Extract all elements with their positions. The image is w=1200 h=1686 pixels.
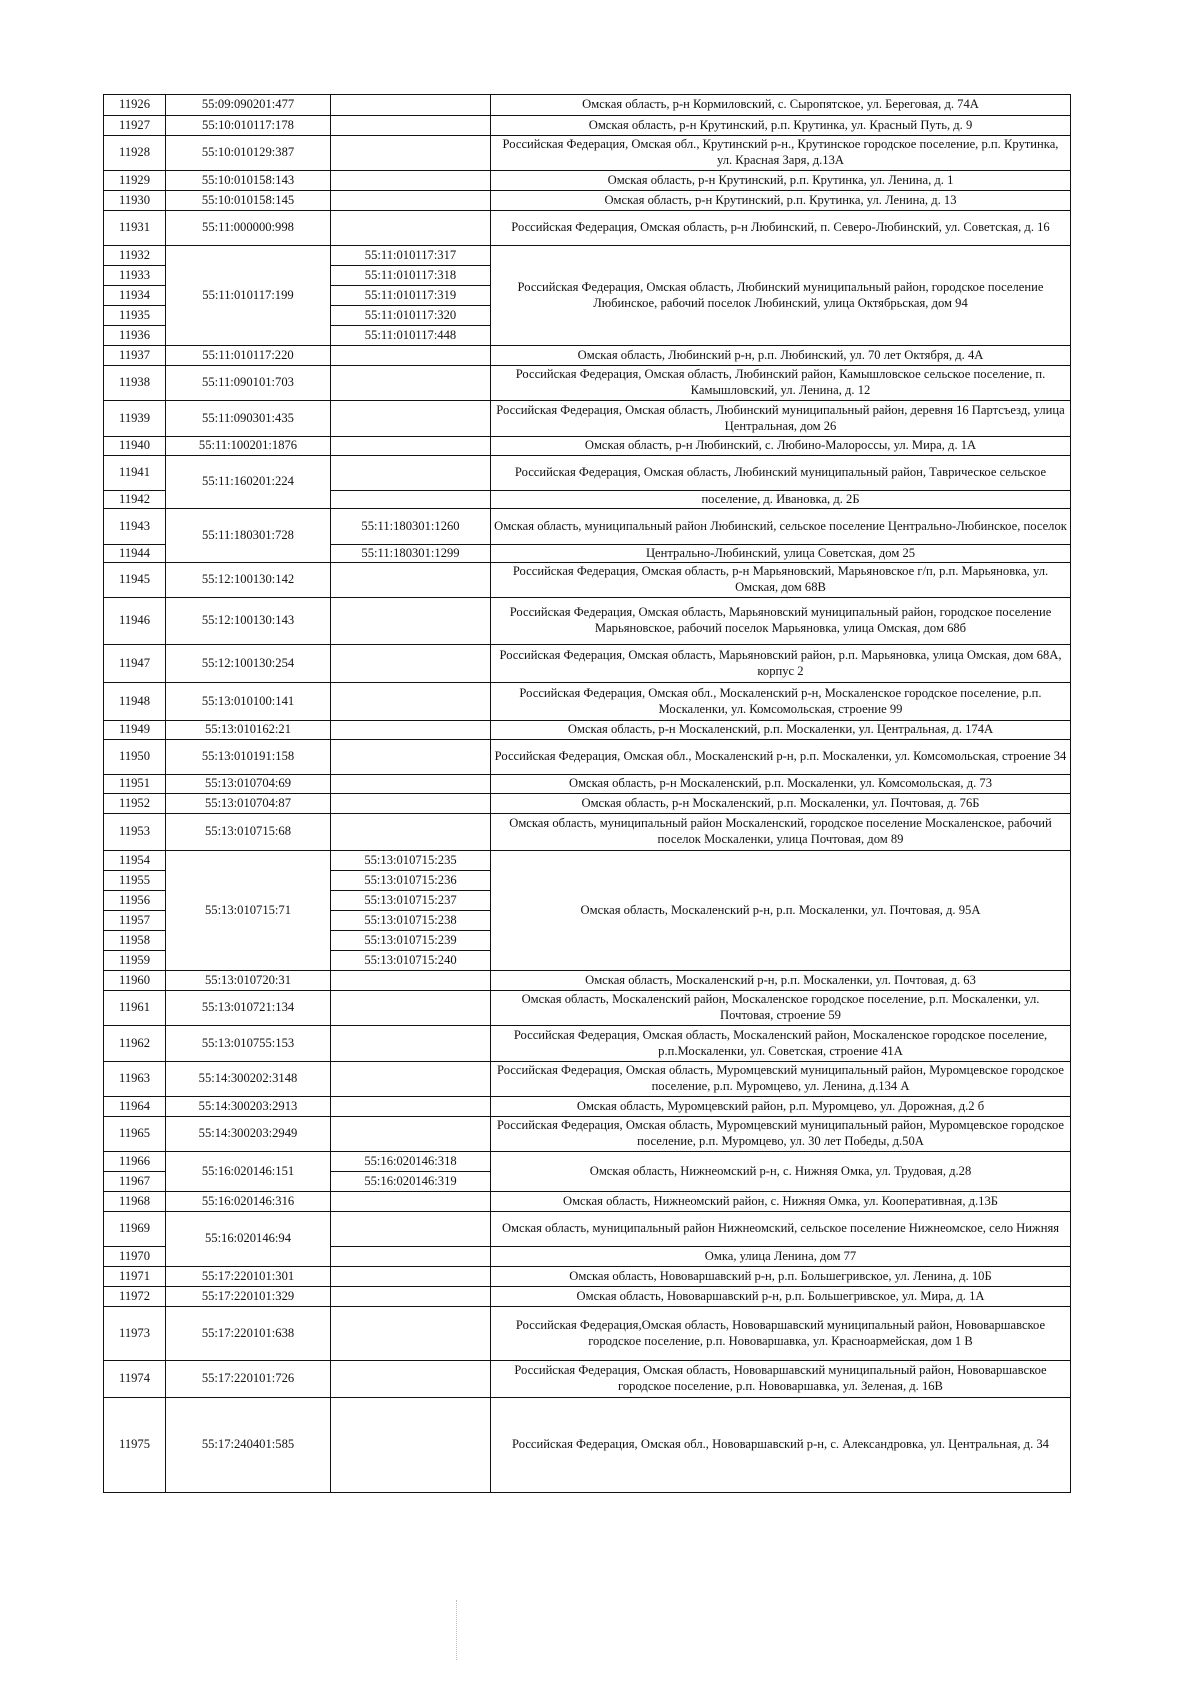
sub-cadastral-number-cell: 55:16:020146:318	[331, 1152, 491, 1172]
sub-cadastral-number-cell: 55:16:020146:319	[331, 1172, 491, 1192]
row-number-cell: 11952	[104, 794, 166, 814]
address-cell: Российская Федерация, Омская область, р-н Любинский, п. Северо-Любинский, ул. Советская, д. 16	[491, 211, 1071, 246]
table-row	[104, 683, 1071, 721]
cadastral-number-cell: 55:16:020146:94	[166, 1212, 331, 1267]
row-number-cell: 11975	[104, 1398, 166, 1493]
row-number-cell: 11943	[104, 509, 166, 545]
cadastral-number-cell: 55:12:100130:143	[166, 598, 331, 645]
table-row	[104, 246, 1071, 266]
table-row	[104, 1287, 1071, 1307]
address-cell: Российская Федерация, Омская обл., Москаленский р-н, р.п. Москаленки, ул. Комсомольская, строение 34	[491, 740, 1071, 775]
row-number-cell: 11972	[104, 1287, 166, 1307]
sub-cadastral-number-cell: 55:11:180301:1299	[331, 545, 491, 563]
row-number-cell: 11960	[104, 971, 166, 991]
row-number-cell: 11958	[104, 931, 166, 951]
sub-cadastral-number-cell	[331, 491, 491, 509]
address-cell: Омская область, р-н Москаленский, р.п. Москаленки, ул. Центральная, д. 174А	[491, 721, 1071, 740]
cadastral-number-cell: 55:13:010162:21	[166, 721, 331, 740]
cadastral-number-cell: 55:10:010129:387	[166, 136, 331, 171]
table-row	[104, 1062, 1071, 1097]
address-cell: Центрально-Любинский, улица Советская, дом 25	[491, 545, 1071, 563]
row-number-cell: 11974	[104, 1361, 166, 1398]
sub-cadastral-number-cell	[331, 1247, 491, 1267]
cadastral-number-cell: 55:11:100201:1876	[166, 437, 331, 456]
row-number-cell: 11926	[104, 95, 166, 116]
cadastral-number-cell: 55:13:010704:69	[166, 775, 331, 794]
row-number-cell: 11944	[104, 545, 166, 563]
cadastral-number-cell: 55:17:220101:301	[166, 1267, 331, 1287]
row-number-cell: 11947	[104, 645, 166, 683]
cadastral-number-cell: 55:11:090301:435	[166, 401, 331, 437]
cadastral-number-cell: 55:12:100130:254	[166, 645, 331, 683]
table-row	[104, 366, 1071, 401]
cadastral-number-cell: 55:11:010117:199	[166, 246, 331, 346]
row-number-cell: 11955	[104, 871, 166, 891]
table-row	[104, 509, 1071, 545]
row-number-cell: 11935	[104, 306, 166, 326]
cadastral-number-cell: 55:14:300203:2913	[166, 1097, 331, 1117]
row-number-cell: 11953	[104, 814, 166, 851]
sub-cadastral-number-cell: 55:11:010117:448	[331, 326, 491, 346]
sub-cadastral-number-cell	[331, 1212, 491, 1247]
address-cell: Российская Федерация, Омская область, р-н Марьяновский, Марьяновское г/п, р.п. Марьяновка, ул. Омская, дом 68В	[491, 563, 1071, 598]
sub-cadastral-number-cell	[331, 794, 491, 814]
table-row	[104, 95, 1071, 116]
table-row	[104, 794, 1071, 814]
table-row	[104, 775, 1071, 794]
table-row	[104, 1152, 1071, 1172]
address-cell: Омская область, р-н Москаленский, р.п. Москаленки, ул. Почтовая, д. 76Б	[491, 794, 1071, 814]
sub-cadastral-number-cell	[331, 1026, 491, 1062]
table-row	[104, 991, 1071, 1026]
row-number-cell: 11967	[104, 1172, 166, 1192]
table-row	[104, 814, 1071, 851]
cadastral-number-cell: 55:11:180301:728	[166, 509, 331, 563]
sub-cadastral-number-cell: 55:11:010117:319	[331, 286, 491, 306]
row-number-cell: 11949	[104, 721, 166, 740]
sub-cadastral-number-cell	[331, 437, 491, 456]
row-number-cell: 11946	[104, 598, 166, 645]
address-cell: Омская область, муниципальный район Нижнеомский, сельское поселение Нижнеомское, село Нижняя	[491, 1212, 1071, 1247]
table-row	[104, 645, 1071, 683]
address-cell: Российская Федерация, Омская область, Нововаршавский муниципальный район, Нововаршавское городское поселение, р.п. Нововаршавка, ул. Зеленая, д. 16В	[491, 1361, 1071, 1398]
sub-cadastral-number-cell: 55:13:010715:237	[331, 891, 491, 911]
table-row	[104, 191, 1071, 211]
sub-cadastral-number-cell	[331, 456, 491, 491]
address-cell: Российская Федерация, Омская обл., Москаленский р-н, Москаленское городское поселение, р.п. Москаленки, ул. Комсомольская, строение 99	[491, 683, 1071, 721]
cadastral-number-cell: 55:17:220101:638	[166, 1307, 331, 1361]
cadastral-number-cell: 55:11:090101:703	[166, 366, 331, 401]
table-body	[104, 95, 1071, 1493]
cadastral-number-cell: 55:16:020146:316	[166, 1192, 331, 1212]
address-cell: Омская область, Москаленский район, Москаленское городское поселение, р.п. Москаленки, ул. Почтовая, строение 59	[491, 991, 1071, 1026]
cadastral-number-cell: 55:13:010715:71	[166, 851, 331, 971]
row-number-cell: 11934	[104, 286, 166, 306]
row-number-cell: 11956	[104, 891, 166, 911]
row-number-cell: 11950	[104, 740, 166, 775]
sub-cadastral-number-cell: 55:11:180301:1260	[331, 509, 491, 545]
address-cell: Омская область, р-н Крутинский, р.п. Крутинка, ул. Ленина, д. 1	[491, 171, 1071, 191]
sub-cadastral-number-cell: 55:11:010117:318	[331, 266, 491, 286]
sub-cadastral-number-cell	[331, 191, 491, 211]
table-row	[104, 1307, 1071, 1361]
cadastral-number-cell: 55:17:240401:585	[166, 1398, 331, 1493]
table-row	[104, 401, 1071, 437]
sub-cadastral-number-cell	[331, 645, 491, 683]
cadastral-number-cell: 55:10:010158:145	[166, 191, 331, 211]
table-row	[104, 211, 1071, 246]
address-cell: Омская область, р-н Москаленский, р.п. Москаленки, ул. Комсомольская, д. 73	[491, 775, 1071, 794]
table-row	[104, 171, 1071, 191]
sub-cadastral-number-cell	[331, 1307, 491, 1361]
scan-artifact	[456, 1600, 471, 1660]
table-row	[104, 1097, 1071, 1117]
row-number-cell: 11939	[104, 401, 166, 437]
address-cell: Российская Федерация, Омская область, Любинский муниципальный район, городское поселение Любинское, рабочий поселок Любинский, улица Октябрьская, дом 94	[491, 246, 1071, 346]
cadastral-number-cell: 55:11:010117:220	[166, 346, 331, 366]
sub-cadastral-number-cell	[331, 563, 491, 598]
sub-cadastral-number-cell	[331, 971, 491, 991]
cadastral-number-cell: 55:12:100130:142	[166, 563, 331, 598]
sub-cadastral-number-cell	[331, 1097, 491, 1117]
row-number-cell: 11940	[104, 437, 166, 456]
row-number-cell: 11930	[104, 191, 166, 211]
address-cell: Российская Федерация, Омская область, Любинский муниципальный район, Таврическое сельское	[491, 456, 1071, 491]
sub-cadastral-number-cell	[331, 366, 491, 401]
row-number-cell: 11929	[104, 171, 166, 191]
table-row	[104, 1398, 1071, 1493]
row-number-cell: 11932	[104, 246, 166, 266]
address-cell: Омская область, р-н Любинский, с. Любино-Малороссы, ул. Мира, д. 1А	[491, 437, 1071, 456]
row-number-cell: 11963	[104, 1062, 166, 1097]
address-cell: Омская область, Нововаршавский р-н, р.п. Большегривское, ул. Ленина, д. 10Б	[491, 1267, 1071, 1287]
address-cell: Российская Федерация, Омская область, Москаленский район, Москаленское городское поселение, р.п.Москаленки, ул. Советская, строение 41А	[491, 1026, 1071, 1062]
sub-cadastral-number-cell	[331, 1192, 491, 1212]
sub-cadastral-number-cell: 55:13:010715:239	[331, 931, 491, 951]
row-number-cell: 11964	[104, 1097, 166, 1117]
sub-cadastral-number-cell	[331, 1398, 491, 1493]
address-cell: Российская Федерация, Омская область, Муромцевский муниципальный район, Муромцевское городское поселение, р.п. Муромцево, ул. Ленина, д.134 А	[491, 1062, 1071, 1097]
table-row	[104, 563, 1071, 598]
row-number-cell: 11954	[104, 851, 166, 871]
cadastral-number-cell: 55:10:010158:143	[166, 171, 331, 191]
sub-cadastral-number-cell	[331, 171, 491, 191]
row-number-cell: 11937	[104, 346, 166, 366]
row-number-cell: 11966	[104, 1152, 166, 1172]
row-number-cell: 11973	[104, 1307, 166, 1361]
cadastral-number-cell: 55:13:010100:141	[166, 683, 331, 721]
row-number-cell: 11962	[104, 1026, 166, 1062]
address-cell: Омская область, р-н Крутинский, р.п. Крутинка, ул. Ленина, д. 13	[491, 191, 1071, 211]
table-row	[104, 851, 1071, 871]
cadastral-number-cell: 55:11:000000:998	[166, 211, 331, 246]
cadastral-number-cell: 55:10:010117:178	[166, 116, 331, 136]
sub-cadastral-number-cell	[331, 775, 491, 794]
cadastral-number-cell: 55:13:010191:158	[166, 740, 331, 775]
cadastral-number-cell: 55:11:160201:224	[166, 456, 331, 509]
sub-cadastral-number-cell	[331, 598, 491, 645]
row-number-cell: 11942	[104, 491, 166, 509]
sub-cadastral-number-cell	[331, 116, 491, 136]
table-row	[104, 721, 1071, 740]
sub-cadastral-number-cell	[331, 211, 491, 246]
address-cell: Омская область, Москаленский р-н, р.п. Москаленки, ул. Почтовая, д. 95А	[491, 851, 1071, 971]
address-cell: Российская Федерация, Омская обл., Крутинский р-н., Крутинское городское поселение, р.п. Крутинка, ул. Красная Заря, д.13А	[491, 136, 1071, 171]
address-cell: Российская Федерация, Омская область, Любинский муниципальный район, деревня 16 Партсъезд, улица Центральная, дом 26	[491, 401, 1071, 437]
address-cell: Российская Федерация, Омская область, Марьяновский район, р.п. Марьяновка, улица Омская, дом 68А, корпус 2	[491, 645, 1071, 683]
table-row	[104, 1192, 1071, 1212]
cadastral-number-cell: 55:13:010704:87	[166, 794, 331, 814]
cadastral-number-cell: 55:17:220101:726	[166, 1361, 331, 1398]
table-row	[104, 456, 1071, 491]
cadastral-number-cell: 55:14:300203:2949	[166, 1117, 331, 1152]
row-number-cell: 11959	[104, 951, 166, 971]
address-cell: Омская область, Нижнеомский район, с. Нижняя Омка, ул. Кооперативная, д.13Б	[491, 1192, 1071, 1212]
sub-cadastral-number-cell: 55:13:010715:238	[331, 911, 491, 931]
sub-cadastral-number-cell: 55:13:010715:235	[331, 851, 491, 871]
row-number-cell: 11957	[104, 911, 166, 931]
address-cell: Омская область, Москаленский р-н, р.п. Москаленки, ул. Почтовая, д. 63	[491, 971, 1071, 991]
sub-cadastral-number-cell: 55:13:010715:240	[331, 951, 491, 971]
row-number-cell: 11931	[104, 211, 166, 246]
table-row	[104, 1361, 1071, 1398]
cadastral-number-cell: 55:13:010721:134	[166, 991, 331, 1026]
cadastral-number-cell: 55:14:300202:3148	[166, 1062, 331, 1097]
cadastral-number-cell: 55:16:020146:151	[166, 1152, 331, 1192]
address-cell: Омская область, р-н Кормиловский, с. Сыропятское, ул. Береговая, д. 74А	[491, 95, 1071, 116]
row-number-cell: 11970	[104, 1247, 166, 1267]
row-number-cell: 11941	[104, 456, 166, 491]
sub-cadastral-number-cell	[331, 1287, 491, 1307]
address-cell: Российская Федерация, Омская область, Марьяновский муниципальный район, городское поселение Марьяновское, рабочий поселок Марьяновка, улица Омская, дом 68б	[491, 598, 1071, 645]
table-row	[104, 116, 1071, 136]
row-number-cell: 11945	[104, 563, 166, 598]
cadastral-number-cell: 55:09:090201:477	[166, 95, 331, 116]
row-number-cell: 11951	[104, 775, 166, 794]
sub-cadastral-number-cell: 55:13:010715:236	[331, 871, 491, 891]
table-row	[104, 740, 1071, 775]
table-row	[104, 1267, 1071, 1287]
address-cell: Омская область, Любинский р-н, р.п. Любинский, ул. 70 лет Октября, д. 4А	[491, 346, 1071, 366]
row-number-cell: 11948	[104, 683, 166, 721]
address-cell: Омская область, Муромцевский район, р.п. Муромцево, ул. Дорожная, д.2 б	[491, 1097, 1071, 1117]
cadastral-number-cell: 55:13:010715:68	[166, 814, 331, 851]
address-cell: Омская область, р-н Крутинский, р.п. Крутинка, ул. Красный Путь, д. 9	[491, 116, 1071, 136]
sub-cadastral-number-cell	[331, 1361, 491, 1398]
sub-cadastral-number-cell	[331, 1117, 491, 1152]
row-number-cell: 11936	[104, 326, 166, 346]
cadastral-number-cell: 55:13:010755:153	[166, 1026, 331, 1062]
address-cell: Омская область, Нижнеомский р-н, с. Нижняя Омка, ул. Трудовая, д.28	[491, 1152, 1071, 1192]
address-cell: Омская область, муниципальный район Любинский, сельское поселение Центрально-Любинское, поселок	[491, 509, 1071, 545]
address-cell: Российская Федерация,Омская область, Нововаршавский муниципальный район, Нововаршавское городское поселение, р.п. Нововаршавка, ул. Красноармейская, дом 1 В	[491, 1307, 1071, 1361]
table-row	[104, 136, 1071, 171]
row-number-cell: 11938	[104, 366, 166, 401]
sub-cadastral-number-cell	[331, 740, 491, 775]
table-row	[104, 598, 1071, 645]
cadastral-number-cell: 55:17:220101:329	[166, 1287, 331, 1307]
sub-cadastral-number-cell	[331, 1267, 491, 1287]
row-number-cell: 11971	[104, 1267, 166, 1287]
table-row	[104, 1026, 1071, 1062]
sub-cadastral-number-cell	[331, 991, 491, 1026]
address-cell: Российская Федерация, Омская область, Муромцевский муниципальный район, Муромцевское городское поселение, р.п. Муромцево, ул. 30 лет Победы, д.50А	[491, 1117, 1071, 1152]
address-cell: Омская область, муниципальный район Москаленский, городское поселение Москаленское, рабочий поселок Москаленки, улица Почтовая, дом 89	[491, 814, 1071, 851]
row-number-cell: 11969	[104, 1212, 166, 1247]
sub-cadastral-number-cell: 55:11:010117:320	[331, 306, 491, 326]
sub-cadastral-number-cell	[331, 346, 491, 366]
table-row	[104, 971, 1071, 991]
row-number-cell: 11965	[104, 1117, 166, 1152]
sub-cadastral-number-cell: 55:11:010117:317	[331, 246, 491, 266]
address-cell: поселение, д. Ивановка, д. 2Б	[491, 491, 1071, 509]
address-cell: Российская Федерация, Омская область, Любинский район, Камышловское сельское поселение, п. Камышловский, ул. Ленина, д. 12	[491, 366, 1071, 401]
row-number-cell: 11928	[104, 136, 166, 171]
row-number-cell: 11968	[104, 1192, 166, 1212]
row-number-cell: 11933	[104, 266, 166, 286]
sub-cadastral-number-cell	[331, 1062, 491, 1097]
sub-cadastral-number-cell	[331, 721, 491, 740]
property-register-table	[103, 94, 1071, 1493]
address-cell: Омская область, Нововаршавский р-н, р.п. Большегривское, ул. Мира, д. 1А	[491, 1287, 1071, 1307]
cadastral-number-cell: 55:13:010720:31	[166, 971, 331, 991]
table-row	[104, 1212, 1071, 1247]
table-row	[104, 346, 1071, 366]
address-cell: Российская Федерация, Омская обл., Нововаршавский р-н, с. Александровка, ул. Центральная, д. 34	[491, 1398, 1071, 1493]
sub-cadastral-number-cell	[331, 683, 491, 721]
sub-cadastral-number-cell	[331, 814, 491, 851]
table-row	[104, 1117, 1071, 1152]
address-cell: Омка, улица Ленина, дом 77	[491, 1247, 1071, 1267]
row-number-cell: 11927	[104, 116, 166, 136]
table-row	[104, 437, 1071, 456]
row-number-cell: 11961	[104, 991, 166, 1026]
sub-cadastral-number-cell	[331, 401, 491, 437]
sub-cadastral-number-cell	[331, 136, 491, 171]
sub-cadastral-number-cell	[331, 95, 491, 116]
